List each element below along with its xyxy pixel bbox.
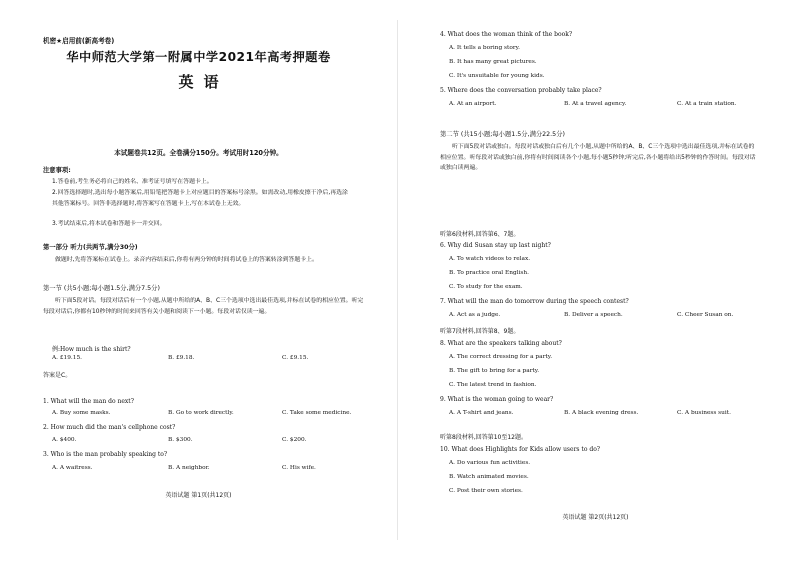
q1-option-b[interactable]: B. Go to work directly.: [168, 410, 234, 416]
question-2: 2. How much did the man's cellphone cost?: [43, 424, 176, 431]
q7-option-c[interactable]: C. Cheer Susan on.: [677, 312, 734, 318]
section1-heading: 第一节 (共5小题;每小题1.5分,满分7.5分): [43, 285, 160, 292]
question-9: 9. What is the woman going to wear?: [440, 396, 554, 403]
note-item: 1.答卷前,考生务必将自己的姓名、准考证号填写在答题卡上。: [52, 179, 213, 185]
q2-option-a[interactable]: A. $400.: [52, 437, 77, 443]
q10-option-a[interactable]: A. Do various fun activities.: [449, 460, 531, 466]
material-8-label: 听第8段材料,回答第10至12题。: [440, 434, 527, 441]
q10-option-b[interactable]: B. Watch animated movies.: [449, 474, 529, 480]
q6-option-b[interactable]: B. To practice oral English.: [449, 270, 529, 276]
example-option-b: B. £9.18.: [168, 355, 195, 361]
example-question: 例:How much is the shirt?: [52, 346, 131, 353]
q4-option-b[interactable]: B. It has many great pictures.: [449, 59, 537, 65]
section2-intro: 听下面5段对话或独白。每段对话或独白后有几个小题,从题中所给的A、B、C三个选项中选出最佳选项,并标在试卷的相应位置。听每段对话或独白前,你将有时间阅读各个小题,每小题5秒钟;听完后,各小题将给出5秒钟的作答时间。每段对话或独白读两遍。: [440, 144, 756, 171]
page-footer: 英语试题 第2页(共12页): [562, 514, 629, 521]
q7-option-b[interactable]: B. Deliver a speech.: [564, 312, 623, 318]
question-4: 4. What does the woman think of the book?: [440, 31, 573, 38]
example-option-c: C. £9.15.: [282, 355, 309, 361]
question-8: 8. What are the speakers talking about?: [440, 340, 562, 347]
q1-option-c[interactable]: C. Take some medicine.: [282, 410, 352, 416]
example-answer: 答案是C。: [43, 372, 72, 379]
material-7-label: 听第7段材料,回答第8、9题。: [440, 328, 520, 335]
q6-option-a[interactable]: A. To watch videos to relax.: [449, 256, 531, 262]
question-6: 6. Why did Susan stay up last night?: [440, 242, 551, 249]
q2-option-c[interactable]: C. $200.: [282, 437, 307, 443]
part1-heading: 第一部分 听力(共两节,满分30分): [43, 244, 138, 251]
q3-option-c[interactable]: C. His wife.: [282, 465, 316, 471]
q4-option-a[interactable]: A. It tells a boring story.: [449, 45, 520, 51]
q5-option-c[interactable]: C. At a train station.: [677, 101, 737, 107]
q3-option-a[interactable]: A. A waitress.: [52, 465, 93, 471]
question-1: 1. What will the man do next?: [43, 398, 134, 405]
q1-option-a[interactable]: A. Buy some masks.: [52, 410, 111, 416]
question-10: 10. What does Highlights for Kids allow users to do?: [440, 446, 601, 453]
question-5: 5. Where does the conversation probably take place?: [440, 87, 602, 94]
exam-page-2: [397, 0, 794, 561]
page-footer: 英语试题 第1页(共12页): [165, 492, 232, 499]
section1-intro: 听下面5段对话。每段对话后有一个小题,从题中所给的A、B、C三个选项中选出最佳选项,并标在试卷的相应位置。听完每段对话后,你都有10秒钟的时间来回答有关小题和阅读下一小题。每段对话仅读一遍。: [43, 298, 364, 315]
section2-heading: 第二节 (共15小题;每小题1.5分,满分22.5分): [440, 131, 565, 138]
q5-option-b[interactable]: B. At a travel agency.: [564, 101, 627, 107]
q8-option-b[interactable]: B. The gift to bring for a party.: [449, 368, 540, 374]
q3-option-b[interactable]: B. A neighbor.: [168, 465, 210, 471]
q9-option-a[interactable]: A. A T-shirt and jeans.: [449, 410, 514, 416]
confidential-mark: 机密★启用前(新高考卷): [43, 37, 115, 45]
question-7: 7. What will the man do tomorrow during the speech contest?: [440, 298, 629, 305]
example-option-a: A. £19.15.: [52, 355, 82, 361]
q10-option-c[interactable]: C. Post their own stories.: [449, 488, 523, 494]
material-6-label: 听第6段材料,回答第6、7题。: [440, 231, 520, 238]
exam-info: 本试题卷共12页。全卷满分150分。考试用时120分钟。: [114, 149, 283, 157]
q7-option-a[interactable]: A. Act as a judge.: [449, 312, 501, 318]
subject-title: 英语: [178, 73, 229, 91]
q9-option-c[interactable]: C. A business suit.: [677, 410, 731, 416]
q8-option-a[interactable]: A. The correct dressing for a party.: [449, 354, 553, 360]
q5-option-a[interactable]: A. At an airport.: [449, 101, 497, 107]
q8-option-c[interactable]: C. The latest trend in fashion.: [449, 382, 537, 388]
q2-option-b[interactable]: B. $300.: [168, 437, 193, 443]
q9-option-b[interactable]: B. A black evening dress.: [564, 410, 639, 416]
q4-option-c[interactable]: C. It's unsuitable for young kids.: [449, 73, 545, 79]
part1-intro: 做题时,先将答案标在试卷上。录音内容结束后,你将有两分钟的时间将试卷上的答案转涂到答题卡上。: [55, 257, 318, 263]
q6-option-c[interactable]: C. To study for the exam.: [449, 284, 523, 290]
note-item: 3.考试结束后,将本试卷和答题卡一并交回。: [52, 221, 166, 227]
question-3: 3. Who is the man probably speaking to?: [43, 451, 168, 458]
notes-heading: 注意事项:: [43, 167, 71, 174]
exam-title: 华中师范大学第一附属中学2021年高考押题卷: [66, 50, 331, 64]
note-item: 2.回答选择题时,选出每小题答案后,用铅笔把答题卡上对应题目的答案标号涂黑。如需改动,用橡皮擦干净后,再选涂其他答案标号。回答非选择题时,将答案写在答题卡上,写在本试卷上无效。: [52, 190, 348, 207]
